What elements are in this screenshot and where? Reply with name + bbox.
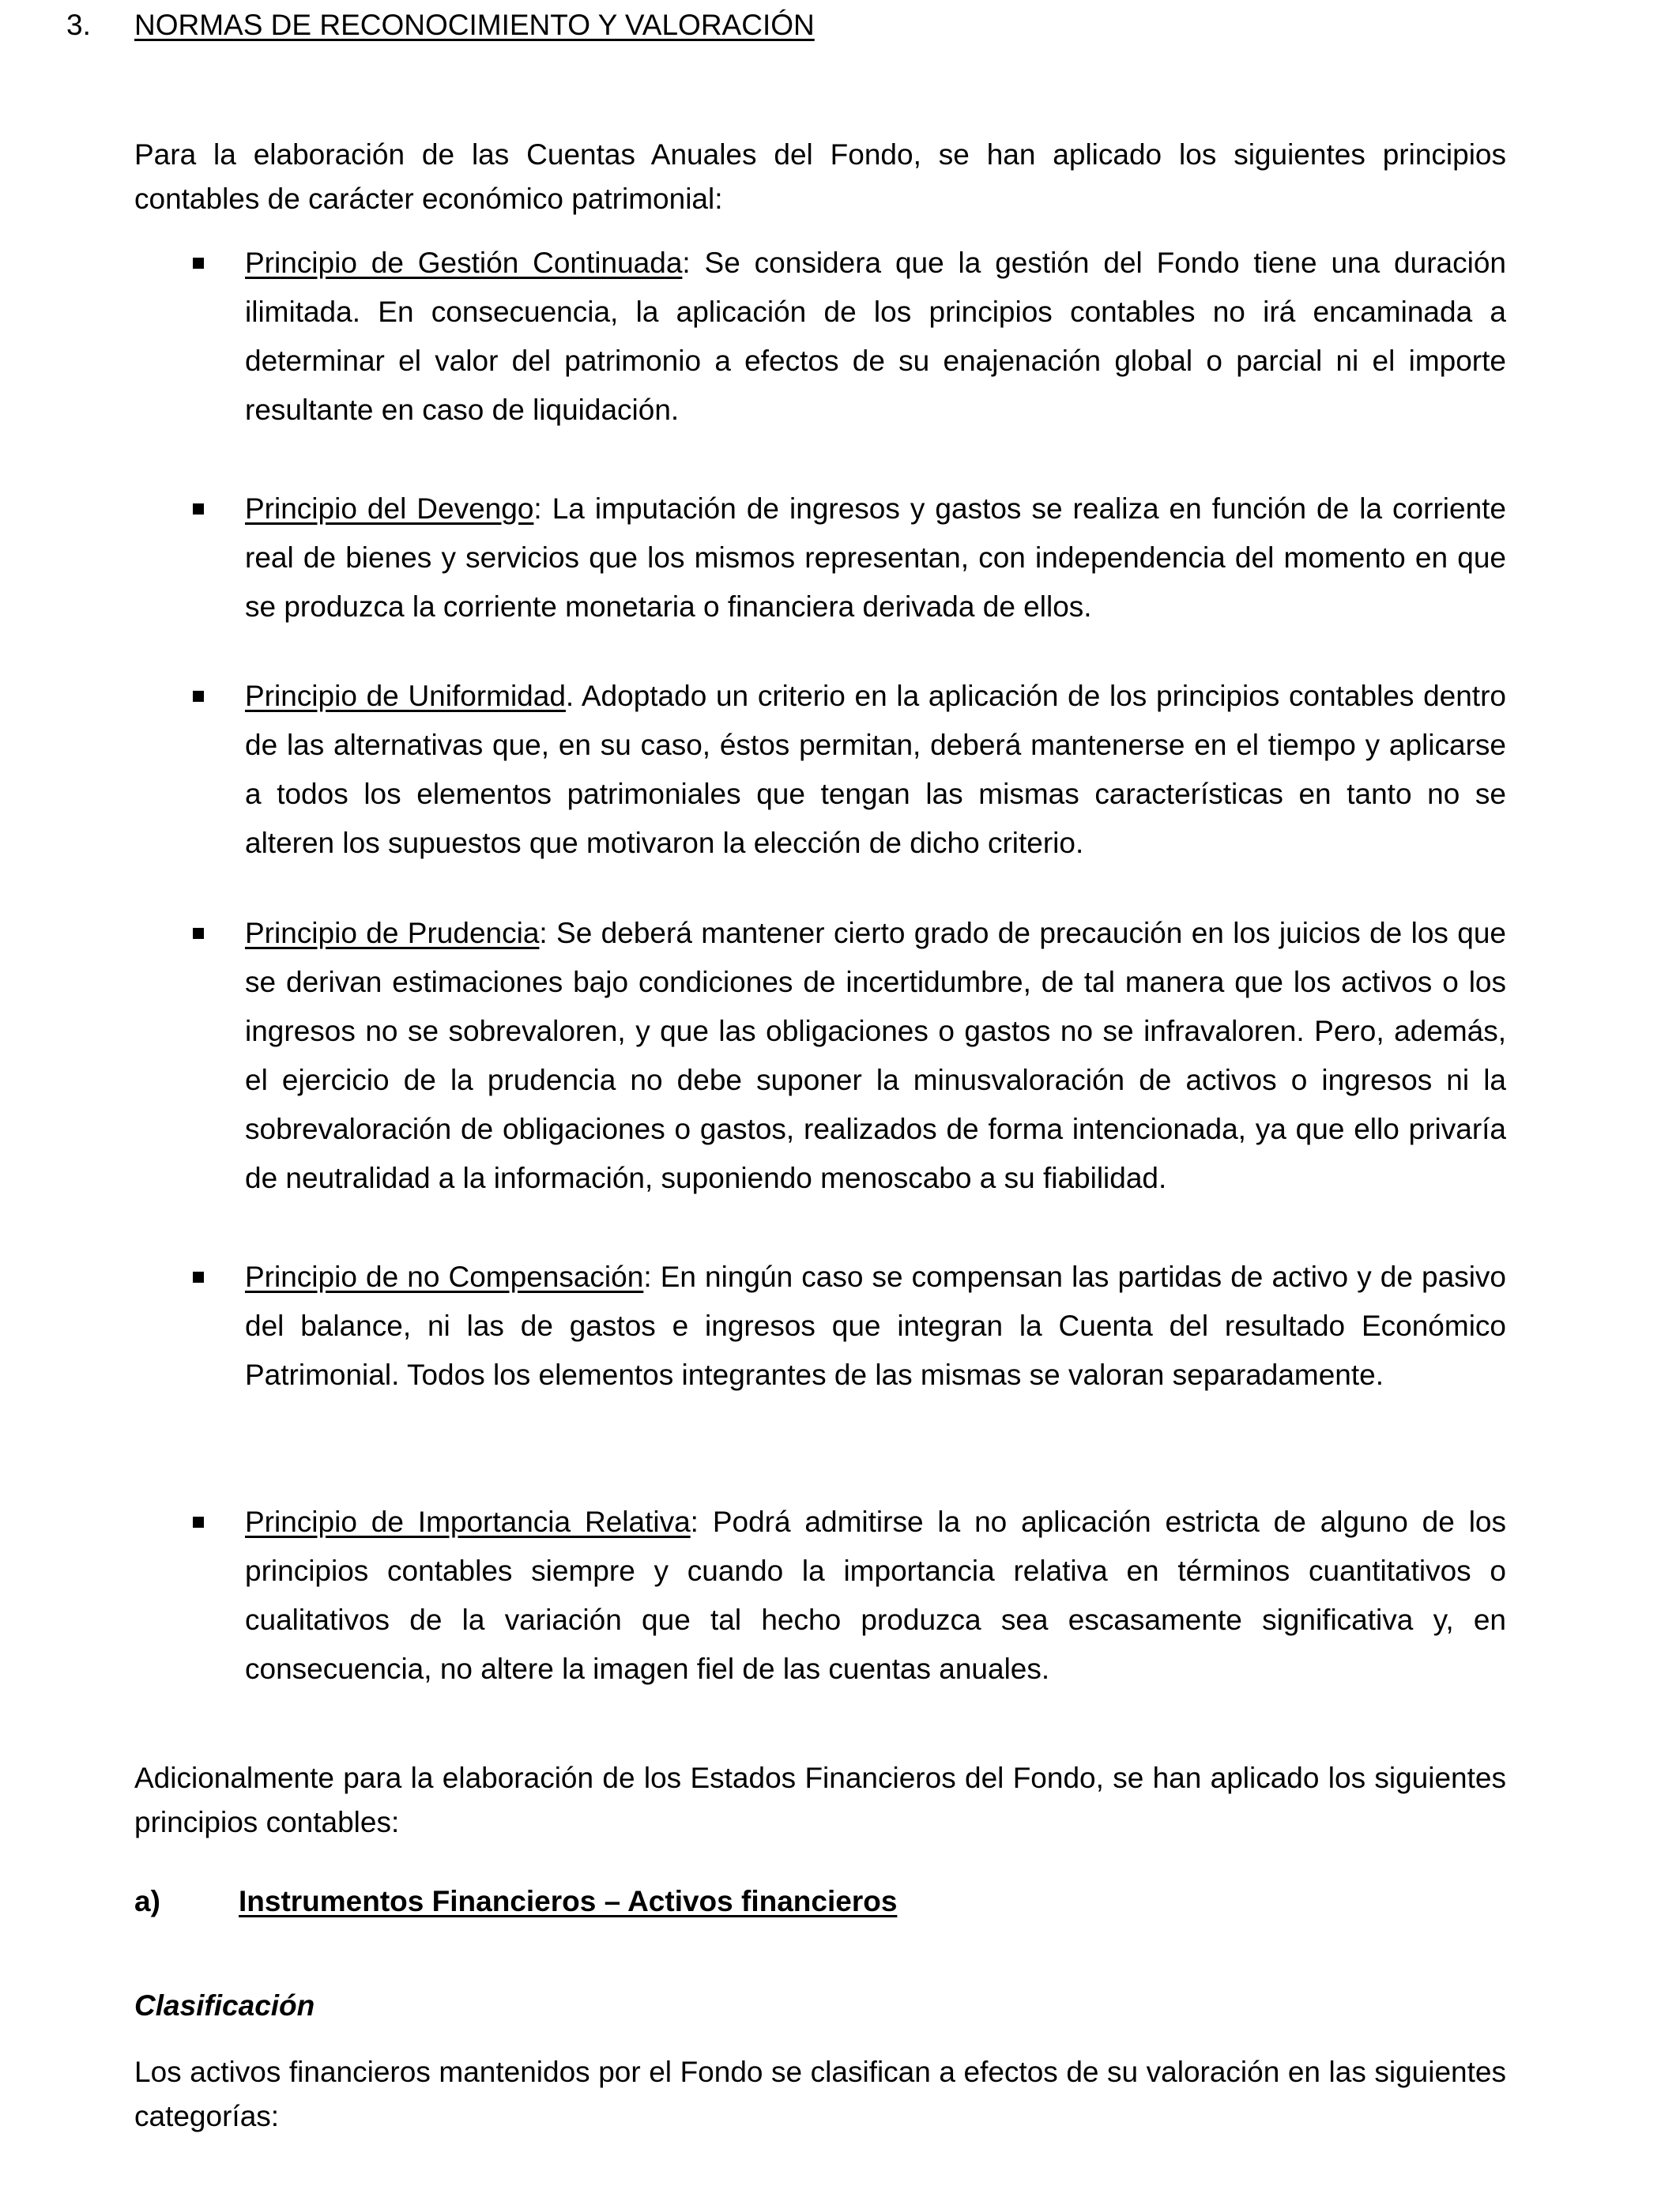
subsection-heading [134,1879,897,1924]
subsection-letter: a) [134,1885,160,1917]
subsection-title: Instrumentos Financieros – Activos financieros [239,1885,898,1917]
principle-text: Se considera que la gestión del Fondo tiene una duración ilimitada. En consecuencia, la aplicación de los principios contables no irá encaminada a determinar el valor del patrimonio a efectos de su enajenación global o parcial ni el importe resultante en caso de liquidación. [245,247,1506,426]
principle-name: Principio de Importancia Relativa [245,1506,691,1538]
section-title: NORMAS DE RECONOCIMIENTO Y VALORACIÓN [134,9,815,41]
principle-importancia-relativa: Principio de Importancia Relativa: Podrá admitirse la no aplicación estricta de alguno de los principios contables siempre y cuando la importancia relativa en términos cuantitativos o cualitativos de la variación que tal hecho produzca sea escasamente significativa y, en consecuencia, no altere la imagen fiel de las cuentas anuales. [245,1506,1507,1685]
principle-name: Principio del Devengo [245,492,534,525]
principle-name: Principio de Prudencia [245,917,540,949]
principle-uniformidad: Principio de Uniformidad. Adoptado un criterio en la aplicación de los principios contables dentro de las alternativas que, en su caso, éstos permitan, deberá mantenerse en el tiempo y aplicarse a todos los elementos patrimoniales que tengan las mismas características en tanto no se alteren los supuestos que motivaron la elección de dicho criterio. [245,680,1506,859]
principle-prudencia: Principio de Prudencia: Se deberá mantener cierto grado de precaución en los juicios de los que se derivan estimaciones bajo condiciones de incertidumbre, de tal manera que los activos o los ingresos no se sobrevaloren, y que las obligaciones o gastos no se infravaloren. Pero, además, el ejercicio de la prudencia no debe suponer la minusvaloración de activos o ingresos ni la sobrevaloración de obligaciones o gastos, realizados de forma intencionada, ya que ello privaría de neutralidad a la información, suponiendo menoscabo a su fiabilidad. [245,917,1507,1194]
principle-text: Podrá admitirse la no aplicación estricta de alguno de los principios contables siempre y cuando la importancia relativa en términos cuantitativos o cualitativos de la variación que tal hecho produzca sea escasamente significativa y, en consecuencia, no altere la imagen fiel de las cuentas anuales. [245,1506,1507,1685]
classification-paragraph: Los activos financieros mantenidos por el Fondo se clasifican a efectos de su valoración en las siguientes categorías: [134,2056,1506,2132]
principle-name: Principio de Uniformidad [245,680,566,712]
principle-name: Principio de Gestión Continuada [245,247,683,279]
additional-paragraph: Adicionalmente para la elaboración de los Estados Financieros del Fondo, se han aplicado los siguientes principios contables: [134,1762,1506,1838]
bullet-square-icon [193,503,204,515]
principle-text: La imputación de ingresos y gastos se realiza en función de la corriente real de bienes y servicios que los mismos representan, con independencia del momento en que se produzca la corriente monetaria o financiera derivada de ellos. [245,492,1507,623]
classification-heading: Clasificación [134,1989,315,2022]
principle-devengo: Principio del Devengo: La imputación de ingresos y gastos se realiza en función de la corriente real de bienes y servicios que los mismos representan, con independencia del momento en que se produzca la corriente monetaria o financiera derivada de ellos. [245,492,1507,623]
bullet-square-icon [193,1517,204,1528]
principle-gestion-continuada: Principio de Gestión Continuada: Se considera que la gestión del Fondo tiene una duración ilimitada. En consecuencia, la aplicación de los principios contables no irá encaminada a determinar el valor del patrimonio a efectos de su enajenación global o parcial ni el importe resultante en caso de liquidación. [245,247,1506,426]
intro-paragraph: Para la elaboración de las Cuentas Anuales del Fondo, se han aplicado los siguientes principios contables de carácter económico patrimonial: [134,138,1506,215]
principle-text: En ningún caso se compensan las partidas de activo y de pasivo del balance, ni las de gastos e ingresos que integran la Cuenta del resultado Económico Patrimonial. Todos los elementos integrantes de las mismas se valoran separadamente. [245,1261,1506,1391]
bullet-square-icon [193,258,204,269]
bullet-square-icon [193,928,204,939]
section-number: 3. [66,9,91,41]
principle-no-compensacion: Principio de no Compensación: En ningún caso se compensan las partidas de activo y de pasivo del balance, ni las de gastos e ingresos que integran la Cuenta del resultado Económico Patrimonial. Todos los elementos integrantes de las mismas se valoran separadamente. [245,1261,1506,1391]
bullet-square-icon [193,691,204,702]
principle-text: Se deberá mantener cierto grado de precaución en los juicios de los que se derivan estimaciones bajo condiciones de incertidumbre, de tal manera que los activos o los ingresos no se sobrevaloren, y que las obligaciones o gastos no se infravaloren. Pero, además, el ejercicio de la prudencia no debe suponer la minusvaloración de activos o ingresos ni la sobrevaloración de obligaciones o gastos, realizados de forma intencionada, ya que ello privaría de neutralidad a la información, suponiendo menoscabo a su fiabilidad. [245,917,1507,1194]
principle-text: Adoptado un criterio en la aplicación de los principios contables dentro de las alternativas que, en su caso, éstos permitan, deberá mantenerse en el tiempo y aplicarse a todos los elementos patrimoniales que tengan las mismas características en tanto no se alteren los supuestos que motivaron la elección de dicho criterio. [245,680,1506,859]
bullet-square-icon [193,1272,204,1283]
principle-name: Principio de no Compensación [245,1261,644,1293]
section-heading [66,6,815,44]
